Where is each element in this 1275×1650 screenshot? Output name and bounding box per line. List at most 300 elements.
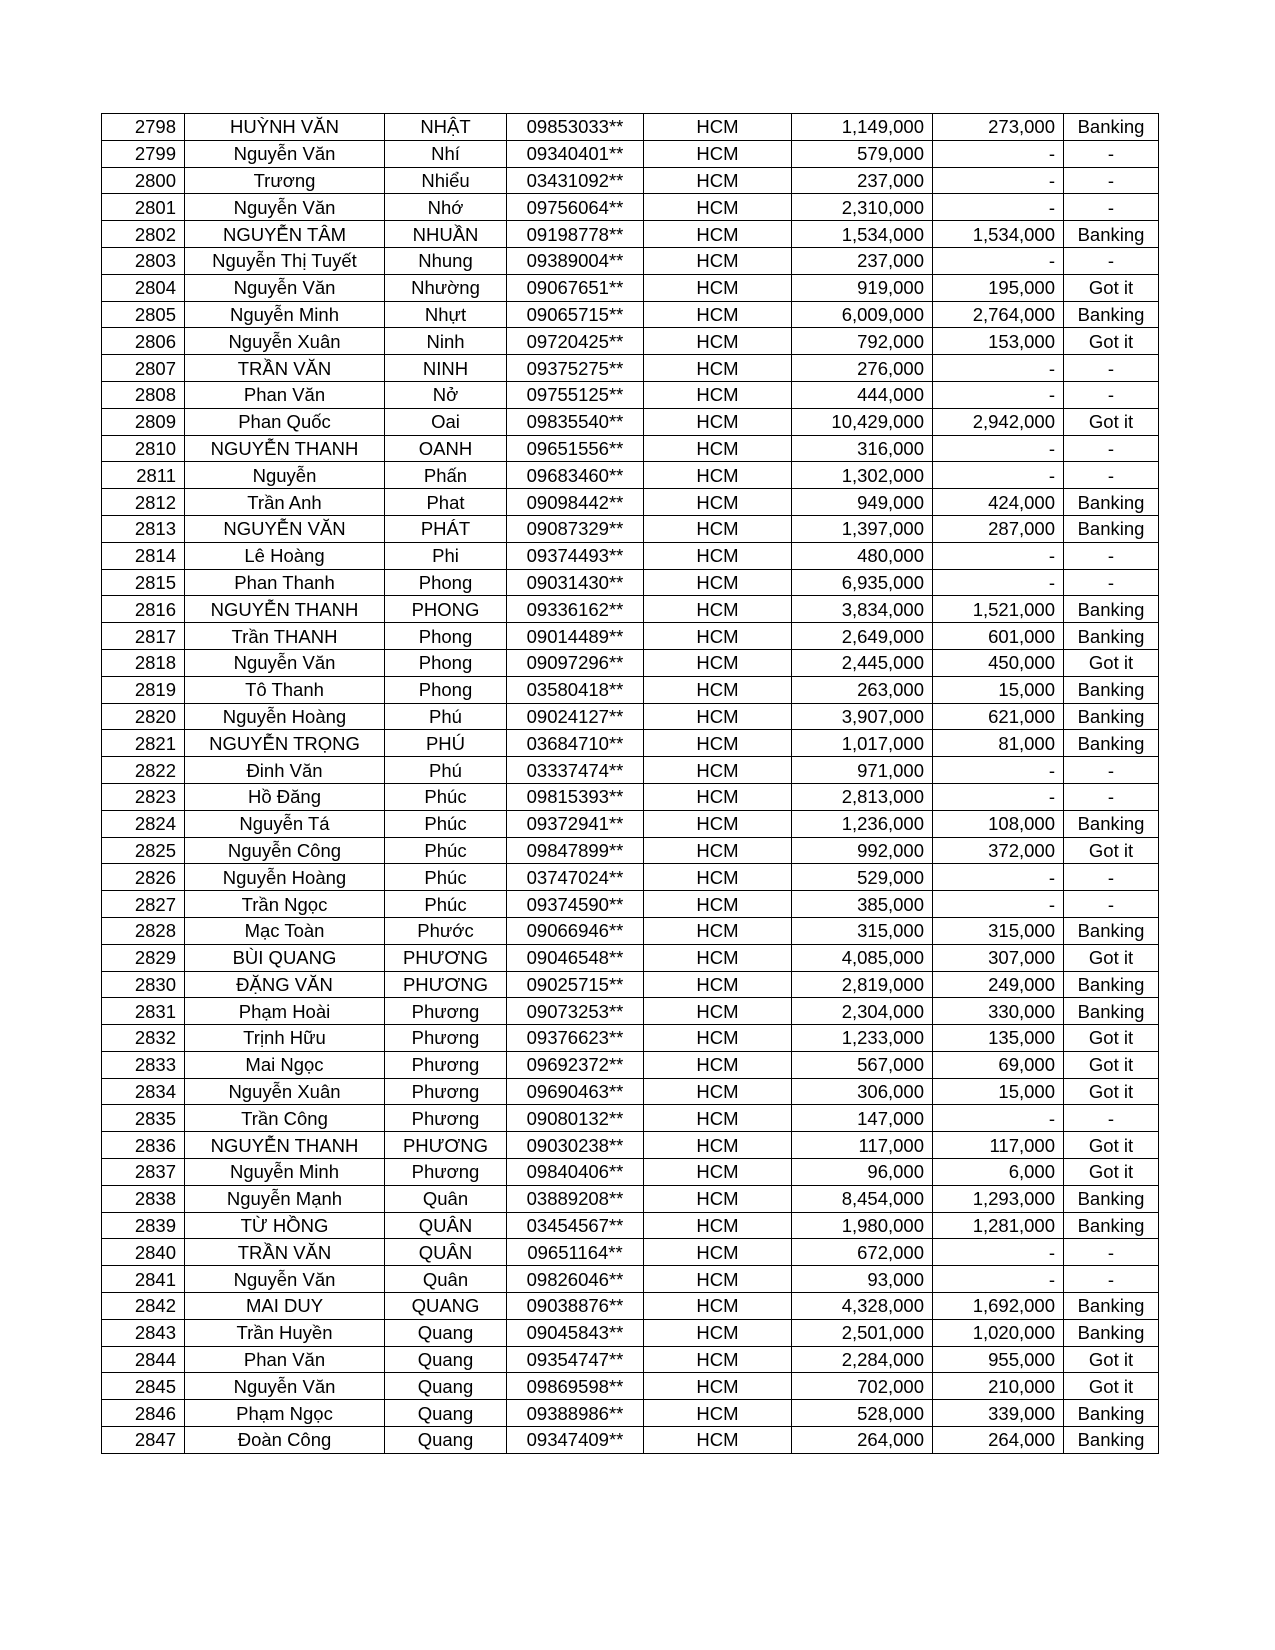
payment-method-cell: Banking (1064, 114, 1159, 141)
phone-masked-cell: 09336162** (507, 596, 644, 623)
amount-total-cell: 919,000 (792, 274, 933, 301)
city-cell: HCM (644, 542, 792, 569)
payment-method-cell: - (1064, 891, 1159, 918)
table-row (102, 247, 1159, 274)
amount-paid-cell: 2,764,000 (933, 301, 1064, 328)
payment-method-cell: - (1064, 542, 1159, 569)
amount-total-cell: 3,834,000 (792, 596, 933, 623)
last-middle-name-cell: Nguyễn Văn (185, 649, 385, 676)
last-middle-name-cell: Nguyễn Mạnh (185, 1185, 385, 1212)
city-cell: HCM (644, 783, 792, 810)
last-middle-name-cell: HUỲNH VĂN (185, 114, 385, 141)
table-row (102, 971, 1159, 998)
city-cell: HCM (644, 1051, 792, 1078)
first-name-cell: Phong (385, 623, 507, 650)
phone-masked-cell: 09046548** (507, 944, 644, 971)
payment-method-cell: Banking (1064, 623, 1159, 650)
table-row (102, 944, 1159, 971)
first-name-cell: Phương (385, 1025, 507, 1052)
row-number-cell: 2818 (102, 649, 185, 676)
last-middle-name-cell: Hồ Đăng (185, 783, 385, 810)
amount-total-cell: 2,813,000 (792, 783, 933, 810)
payment-method-cell: - (1064, 435, 1159, 462)
row-number-cell: 2847 (102, 1427, 185, 1454)
table-row (102, 515, 1159, 542)
phone-masked-cell: 09756064** (507, 194, 644, 221)
city-cell: HCM (644, 381, 792, 408)
row-number-cell: 2839 (102, 1212, 185, 1239)
city-cell: HCM (644, 328, 792, 355)
amount-paid-cell: 108,000 (933, 810, 1064, 837)
amount-paid-cell: 153,000 (933, 328, 1064, 355)
first-name-cell: Phi (385, 542, 507, 569)
city-cell: HCM (644, 1025, 792, 1052)
first-name-cell: QUANG (385, 1293, 507, 1320)
last-middle-name-cell: Trần Ngọc (185, 891, 385, 918)
last-middle-name-cell: ĐẶNG VĂN (185, 971, 385, 998)
amount-paid-cell: 372,000 (933, 837, 1064, 864)
city-cell: HCM (644, 1185, 792, 1212)
payment-method-cell: - (1064, 167, 1159, 194)
first-name-cell: Nhung (385, 247, 507, 274)
amount-paid-cell: - (933, 167, 1064, 194)
last-middle-name-cell: Phan Văn (185, 1346, 385, 1373)
last-middle-name-cell: Nguyễn Minh (185, 301, 385, 328)
last-middle-name-cell: Nguyễn Xuân (185, 328, 385, 355)
amount-total-cell: 1,302,000 (792, 462, 933, 489)
phone-masked-cell: 09030238** (507, 1132, 644, 1159)
amount-total-cell: 528,000 (792, 1400, 933, 1427)
city-cell: HCM (644, 140, 792, 167)
city-cell: HCM (644, 301, 792, 328)
first-name-cell: Phú (385, 703, 507, 730)
first-name-cell: PHƯƠNG (385, 1132, 507, 1159)
city-cell: HCM (644, 1373, 792, 1400)
city-cell: HCM (644, 1293, 792, 1320)
row-number-cell: 2829 (102, 944, 185, 971)
phone-masked-cell: 09651164** (507, 1239, 644, 1266)
records-table (101, 113, 1159, 1454)
city-cell: HCM (644, 1239, 792, 1266)
phone-masked-cell: 09080132** (507, 1105, 644, 1132)
city-cell: HCM (644, 1212, 792, 1239)
amount-paid-cell: 450,000 (933, 649, 1064, 676)
phone-masked-cell: 09683460** (507, 462, 644, 489)
amount-total-cell: 10,429,000 (792, 408, 933, 435)
amount-total-cell: 1,980,000 (792, 1212, 933, 1239)
phone-masked-cell: 09826046** (507, 1266, 644, 1293)
first-name-cell: Phong (385, 649, 507, 676)
first-name-cell: Ninh (385, 328, 507, 355)
row-number-cell: 2809 (102, 408, 185, 435)
phone-masked-cell: 09388986** (507, 1400, 644, 1427)
amount-paid-cell: - (933, 140, 1064, 167)
phone-masked-cell: 09045843** (507, 1319, 644, 1346)
phone-masked-cell: 09651556** (507, 435, 644, 462)
amount-total-cell: 6,009,000 (792, 301, 933, 328)
amount-total-cell: 444,000 (792, 381, 933, 408)
phone-masked-cell: 09692372** (507, 1051, 644, 1078)
amount-total-cell: 992,000 (792, 837, 933, 864)
amount-paid-cell: - (933, 194, 1064, 221)
table-row (102, 221, 1159, 248)
city-cell: HCM (644, 1319, 792, 1346)
payment-method-cell: Banking (1064, 810, 1159, 837)
first-name-cell: Quân (385, 1266, 507, 1293)
amount-paid-cell: - (933, 435, 1064, 462)
table-row (102, 676, 1159, 703)
city-cell: HCM (644, 1400, 792, 1427)
phone-masked-cell: 09375275** (507, 355, 644, 382)
last-middle-name-cell: Nguyễn Hoàng (185, 703, 385, 730)
first-name-cell: Phúc (385, 864, 507, 891)
table-row (102, 274, 1159, 301)
amount-total-cell: 315,000 (792, 917, 933, 944)
row-number-cell: 2813 (102, 515, 185, 542)
amount-paid-cell: 1,534,000 (933, 221, 1064, 248)
phone-masked-cell: 03580418** (507, 676, 644, 703)
amount-total-cell: 529,000 (792, 864, 933, 891)
amount-paid-cell: 621,000 (933, 703, 1064, 730)
amount-paid-cell: - (933, 1105, 1064, 1132)
amount-paid-cell: 81,000 (933, 730, 1064, 757)
row-number-cell: 2828 (102, 917, 185, 944)
first-name-cell: PHÁT (385, 515, 507, 542)
row-number-cell: 2808 (102, 381, 185, 408)
payment-method-cell: Banking (1064, 730, 1159, 757)
phone-masked-cell: 09014489** (507, 623, 644, 650)
last-middle-name-cell: Nguyễn Tá (185, 810, 385, 837)
payment-method-cell: Got it (1064, 1159, 1159, 1186)
phone-masked-cell: 03431092** (507, 167, 644, 194)
row-number-cell: 2800 (102, 167, 185, 194)
city-cell: HCM (644, 1266, 792, 1293)
first-name-cell: NHẬT (385, 114, 507, 141)
table-row (102, 1373, 1159, 1400)
first-name-cell: Quân (385, 1185, 507, 1212)
row-number-cell: 2801 (102, 194, 185, 221)
last-middle-name-cell: Nguyễn Văn (185, 1266, 385, 1293)
row-number-cell: 2811 (102, 462, 185, 489)
amount-total-cell: 1,534,000 (792, 221, 933, 248)
amount-total-cell: 579,000 (792, 140, 933, 167)
first-name-cell: Oai (385, 408, 507, 435)
amount-paid-cell: 315,000 (933, 917, 1064, 944)
table-row (102, 1239, 1159, 1266)
payment-method-cell: Banking (1064, 1319, 1159, 1346)
amount-paid-cell: - (933, 1266, 1064, 1293)
table-row (102, 757, 1159, 784)
last-middle-name-cell: Nguyễn Công (185, 837, 385, 864)
city-cell: HCM (644, 810, 792, 837)
last-middle-name-cell: Nguyễn Văn (185, 1373, 385, 1400)
last-middle-name-cell: Nguyễn Xuân (185, 1078, 385, 1105)
first-name-cell: Nở (385, 381, 507, 408)
last-middle-name-cell: TRẦN VĂN (185, 1239, 385, 1266)
phone-masked-cell: 09347409** (507, 1427, 644, 1454)
phone-masked-cell: 09835540** (507, 408, 644, 435)
amount-total-cell: 117,000 (792, 1132, 933, 1159)
city-cell: HCM (644, 489, 792, 516)
city-cell: HCM (644, 864, 792, 891)
first-name-cell: PHƯƠNG (385, 971, 507, 998)
last-middle-name-cell: Phan Văn (185, 381, 385, 408)
table-row (102, 542, 1159, 569)
amount-paid-cell: 135,000 (933, 1025, 1064, 1052)
city-cell: HCM (644, 891, 792, 918)
city-cell: HCM (644, 917, 792, 944)
table-row (102, 301, 1159, 328)
payment-method-cell: - (1064, 783, 1159, 810)
city-cell: HCM (644, 998, 792, 1025)
payment-method-cell: Banking (1064, 1212, 1159, 1239)
row-number-cell: 2804 (102, 274, 185, 301)
table-row (102, 1159, 1159, 1186)
payment-method-cell: Banking (1064, 998, 1159, 1025)
last-middle-name-cell: Phạm Hoài (185, 998, 385, 1025)
row-number-cell: 2824 (102, 810, 185, 837)
amount-paid-cell: 264,000 (933, 1427, 1064, 1454)
table-row (102, 1025, 1159, 1052)
table-row (102, 864, 1159, 891)
amount-paid-cell: 424,000 (933, 489, 1064, 516)
row-number-cell: 2821 (102, 730, 185, 757)
amount-paid-cell: - (933, 783, 1064, 810)
payment-method-cell: - (1064, 247, 1159, 274)
amount-paid-cell: 273,000 (933, 114, 1064, 141)
amount-paid-cell: 249,000 (933, 971, 1064, 998)
row-number-cell: 2830 (102, 971, 185, 998)
first-name-cell: NINH (385, 355, 507, 382)
row-number-cell: 2827 (102, 891, 185, 918)
table-row (102, 837, 1159, 864)
last-middle-name-cell: NGUYỄN VĂN (185, 515, 385, 542)
first-name-cell: Phấn (385, 462, 507, 489)
table-row (102, 408, 1159, 435)
last-middle-name-cell: Trương (185, 167, 385, 194)
city-cell: HCM (644, 569, 792, 596)
phone-masked-cell: 09097296** (507, 649, 644, 676)
row-number-cell: 2842 (102, 1293, 185, 1320)
last-middle-name-cell: BÙI QUANG (185, 944, 385, 971)
first-name-cell: Phúc (385, 837, 507, 864)
last-middle-name-cell: Nguyễn Minh (185, 1159, 385, 1186)
payment-method-cell: Got it (1064, 1078, 1159, 1105)
last-middle-name-cell: Mạc Toàn (185, 917, 385, 944)
amount-total-cell: 1,236,000 (792, 810, 933, 837)
row-number-cell: 2846 (102, 1400, 185, 1427)
city-cell: HCM (644, 1427, 792, 1454)
city-cell: HCM (644, 167, 792, 194)
phone-masked-cell: 09869598** (507, 1373, 644, 1400)
last-middle-name-cell: Phạm Ngọc (185, 1400, 385, 1427)
city-cell: HCM (644, 944, 792, 971)
payment-method-cell: Got it (1064, 1051, 1159, 1078)
phone-masked-cell: 09372941** (507, 810, 644, 837)
last-middle-name-cell: Trần Huyền (185, 1319, 385, 1346)
first-name-cell: Nhường (385, 274, 507, 301)
first-name-cell: OANH (385, 435, 507, 462)
amount-total-cell: 2,649,000 (792, 623, 933, 650)
first-name-cell: Phương (385, 998, 507, 1025)
first-name-cell: Nhớ (385, 194, 507, 221)
first-name-cell: Quang (385, 1346, 507, 1373)
table-row (102, 917, 1159, 944)
row-number-cell: 2812 (102, 489, 185, 516)
amount-total-cell: 4,328,000 (792, 1293, 933, 1320)
city-cell: HCM (644, 515, 792, 542)
payment-method-cell: - (1064, 194, 1159, 221)
payment-method-cell: Banking (1064, 1185, 1159, 1212)
row-number-cell: 2814 (102, 542, 185, 569)
city-cell: HCM (644, 408, 792, 435)
city-cell: HCM (644, 247, 792, 274)
table-row (102, 435, 1159, 462)
city-cell: HCM (644, 1105, 792, 1132)
phone-masked-cell: 03889208** (507, 1185, 644, 1212)
phone-masked-cell: 09374590** (507, 891, 644, 918)
last-middle-name-cell: TRẦN VĂN (185, 355, 385, 382)
amount-total-cell: 2,819,000 (792, 971, 933, 998)
phone-masked-cell: 09098442** (507, 489, 644, 516)
payment-method-cell: Banking (1064, 596, 1159, 623)
city-cell: HCM (644, 703, 792, 730)
phone-masked-cell: 09038876** (507, 1293, 644, 1320)
payment-method-cell: Banking (1064, 301, 1159, 328)
payment-method-cell: - (1064, 355, 1159, 382)
first-name-cell: NHUẦN (385, 221, 507, 248)
phone-masked-cell: 09066946** (507, 917, 644, 944)
first-name-cell: Quang (385, 1373, 507, 1400)
amount-total-cell: 306,000 (792, 1078, 933, 1105)
table-row (102, 1212, 1159, 1239)
phone-masked-cell: 09354747** (507, 1346, 644, 1373)
row-number-cell: 2810 (102, 435, 185, 462)
city-cell: HCM (644, 837, 792, 864)
payment-method-cell: - (1064, 757, 1159, 784)
amount-paid-cell: - (933, 891, 1064, 918)
amount-total-cell: 1,017,000 (792, 730, 933, 757)
phone-masked-cell: 09024127** (507, 703, 644, 730)
table-row (102, 1051, 1159, 1078)
city-cell: HCM (644, 114, 792, 141)
payment-method-cell: - (1064, 569, 1159, 596)
city-cell: HCM (644, 462, 792, 489)
row-number-cell: 2832 (102, 1025, 185, 1052)
first-name-cell: QUÂN (385, 1239, 507, 1266)
first-name-cell: PHƯƠNG (385, 944, 507, 971)
table-row (102, 810, 1159, 837)
table-row (102, 1078, 1159, 1105)
amount-total-cell: 93,000 (792, 1266, 933, 1293)
payment-method-cell: Got it (1064, 408, 1159, 435)
row-number-cell: 2831 (102, 998, 185, 1025)
phone-masked-cell: 09815393** (507, 783, 644, 810)
table-row (102, 998, 1159, 1025)
city-cell: HCM (644, 757, 792, 784)
last-middle-name-cell: MAI DUY (185, 1293, 385, 1320)
row-number-cell: 2825 (102, 837, 185, 864)
phone-masked-cell: 09720425** (507, 328, 644, 355)
last-middle-name-cell: Lê Hoàng (185, 542, 385, 569)
phone-masked-cell: 09376623** (507, 1025, 644, 1052)
payment-method-cell: Banking (1064, 1427, 1159, 1454)
table-row (102, 783, 1159, 810)
first-name-cell: Phat (385, 489, 507, 516)
city-cell: HCM (644, 274, 792, 301)
table-row (102, 569, 1159, 596)
city-cell: HCM (644, 221, 792, 248)
amount-paid-cell: 330,000 (933, 998, 1064, 1025)
table-row (102, 328, 1159, 355)
amount-paid-cell: - (933, 1239, 1064, 1266)
amount-paid-cell: 2,942,000 (933, 408, 1064, 435)
table-row (102, 1132, 1159, 1159)
row-number-cell: 2819 (102, 676, 185, 703)
last-middle-name-cell: NGUYỄN TÂM (185, 221, 385, 248)
amount-total-cell: 2,284,000 (792, 1346, 933, 1373)
phone-masked-cell: 09389004** (507, 247, 644, 274)
amount-total-cell: 2,310,000 (792, 194, 933, 221)
first-name-cell: Quang (385, 1427, 507, 1454)
payment-method-cell: - (1064, 1105, 1159, 1132)
amount-total-cell: 2,304,000 (792, 998, 933, 1025)
row-number-cell: 2833 (102, 1051, 185, 1078)
amount-total-cell: 567,000 (792, 1051, 933, 1078)
payment-method-cell: - (1064, 864, 1159, 891)
row-number-cell: 2816 (102, 596, 185, 623)
amount-paid-cell: - (933, 757, 1064, 784)
amount-total-cell: 949,000 (792, 489, 933, 516)
payment-method-cell: Banking (1064, 971, 1159, 998)
last-middle-name-cell: Đinh Văn (185, 757, 385, 784)
row-number-cell: 2841 (102, 1266, 185, 1293)
last-middle-name-cell: Trần Anh (185, 489, 385, 516)
first-name-cell: Phúc (385, 810, 507, 837)
table-row (102, 1400, 1159, 1427)
amount-paid-cell: - (933, 864, 1064, 891)
last-middle-name-cell: TỪ HỒNG (185, 1212, 385, 1239)
amount-total-cell: 1,149,000 (792, 114, 933, 141)
table-row (102, 462, 1159, 489)
row-number-cell: 2836 (102, 1132, 185, 1159)
first-name-cell: Phương (385, 1105, 507, 1132)
amount-paid-cell: 15,000 (933, 1078, 1064, 1105)
payment-method-cell: Banking (1064, 676, 1159, 703)
last-middle-name-cell: Nguyễn Văn (185, 140, 385, 167)
first-name-cell: Phước (385, 917, 507, 944)
amount-total-cell: 276,000 (792, 355, 933, 382)
amount-total-cell: 8,454,000 (792, 1185, 933, 1212)
row-number-cell: 2823 (102, 783, 185, 810)
phone-masked-cell: 09374493** (507, 542, 644, 569)
row-number-cell: 2803 (102, 247, 185, 274)
last-middle-name-cell: Nguyễn Hoàng (185, 864, 385, 891)
phone-masked-cell: 03454567** (507, 1212, 644, 1239)
amount-paid-cell: - (933, 247, 1064, 274)
payment-method-cell: - (1064, 381, 1159, 408)
table-row (102, 381, 1159, 408)
amount-total-cell: 971,000 (792, 757, 933, 784)
city-cell: HCM (644, 730, 792, 757)
amount-total-cell: 385,000 (792, 891, 933, 918)
first-name-cell: QUÂN (385, 1212, 507, 1239)
table-row (102, 355, 1159, 382)
city-cell: HCM (644, 194, 792, 221)
phone-masked-cell: 09065715** (507, 301, 644, 328)
payment-method-cell: Banking (1064, 703, 1159, 730)
row-number-cell: 2834 (102, 1078, 185, 1105)
